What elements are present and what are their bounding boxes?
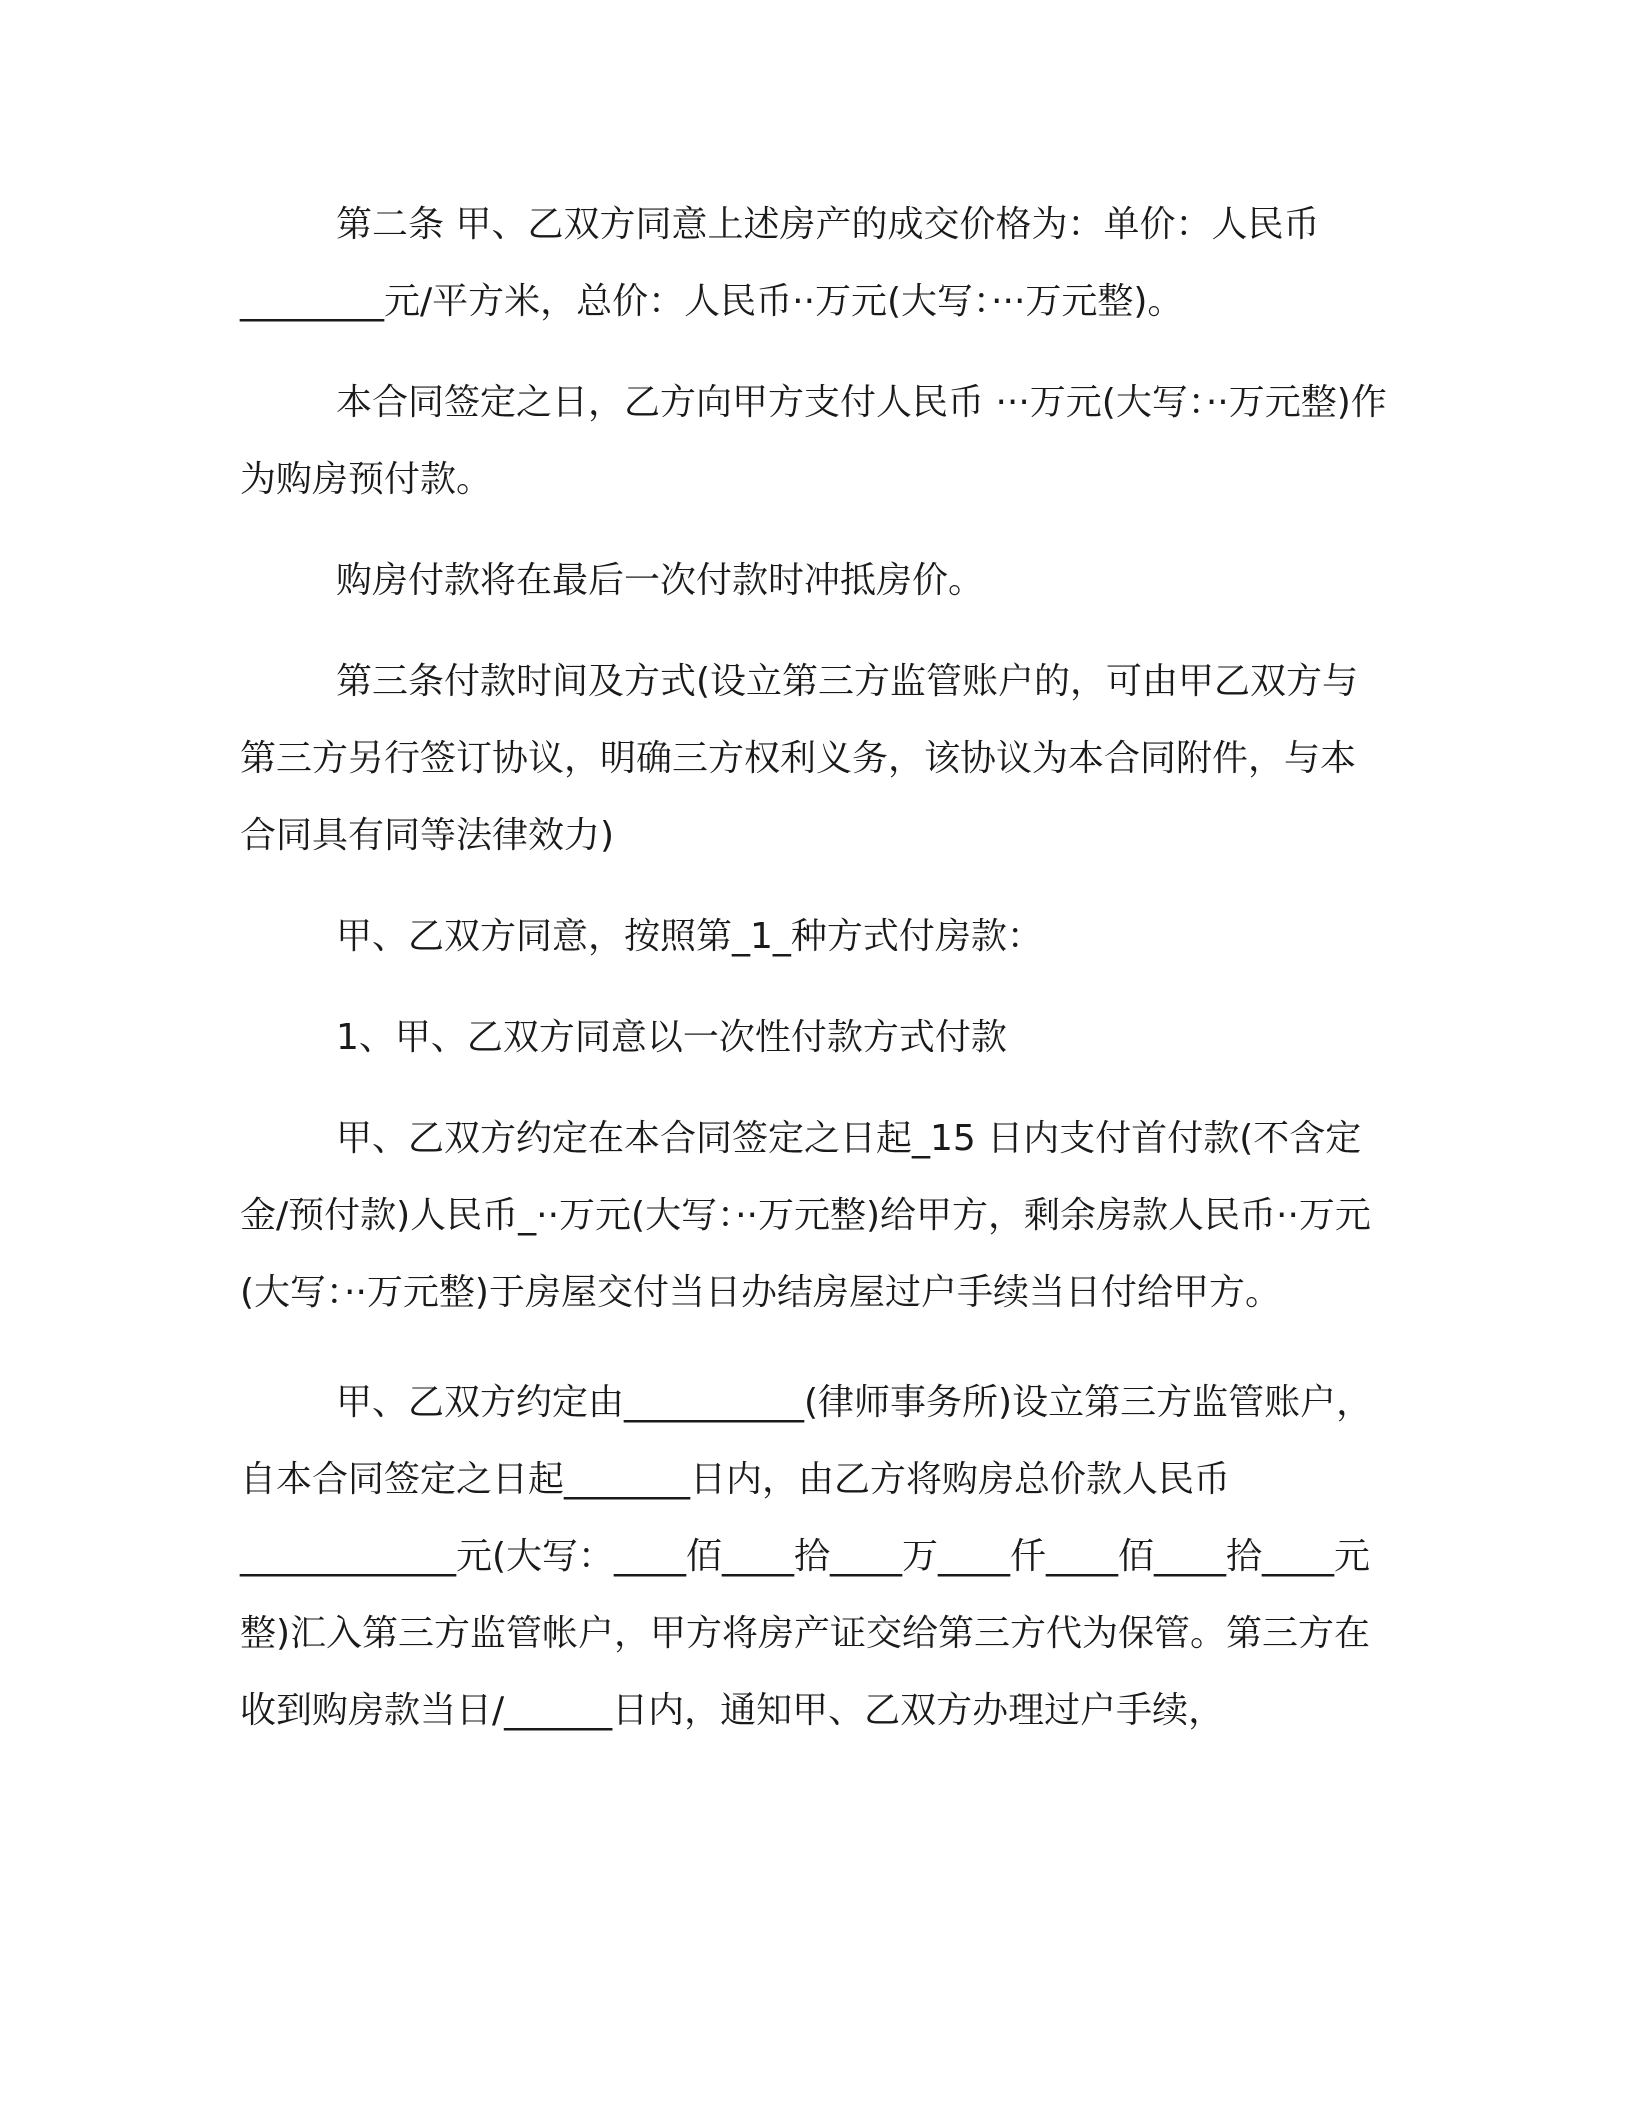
payment-option-choice: 甲、乙双方同意，按照第_1_种方式付房款： [336,916,1043,957]
down-payment-paragraph: 甲、乙双方约定在本合同签定之日起_15 日内支付首付款(不含定金/预付款)人民币_··万元(大写：··万元整)给甲方，剩余房款人民币··万元(大写：··万元整)于房屋交付当日办结房屋过户手续当日付给甲方。 [240,1118,1371,1313]
prepayment-paragraph: 本合同签定之日，乙方向甲方支付人民币 ···万元(大写：··万元整)作为购房预付款。 [240,382,1387,500]
clause-2-price: 第二条 甲、乙双方同意上述房产的成交价格为：单价：人民币________元/平方米，总价：人民币··万元(大写：···万元整)。 [240,204,1320,322]
option-1-heading: 1、甲、乙双方同意以一次性付款方式付款 [336,1017,1007,1058]
document-page [240,186,1390,1749]
clause-3-payment-method: 第三条付款时间及方式(设立第三方监管账户的，可由甲乙双方与第三方另行签订协议，明确三方权利义务，该协议为本合同附件，与本合同具有同等法律效力) [240,661,1359,856]
prepayment-offset-paragraph: 购房付款将在最后一次付款时冲抵房价。 [336,560,985,601]
escrow-account-paragraph: 甲、乙双方约定由__________(律师事务所)设立第三方监管账户，自本合同签定之日起_______日内，由乙方将购房总价款人民币____________元(大写：____佰____拾____万____仟____佰____拾____元整)汇入第三方监管帐户，甲方将房产证交给第三方代为保管。第三方在收到购房款当日/______日内，通知甲、乙双方办理过户手续， [240,1382,1373,1731]
